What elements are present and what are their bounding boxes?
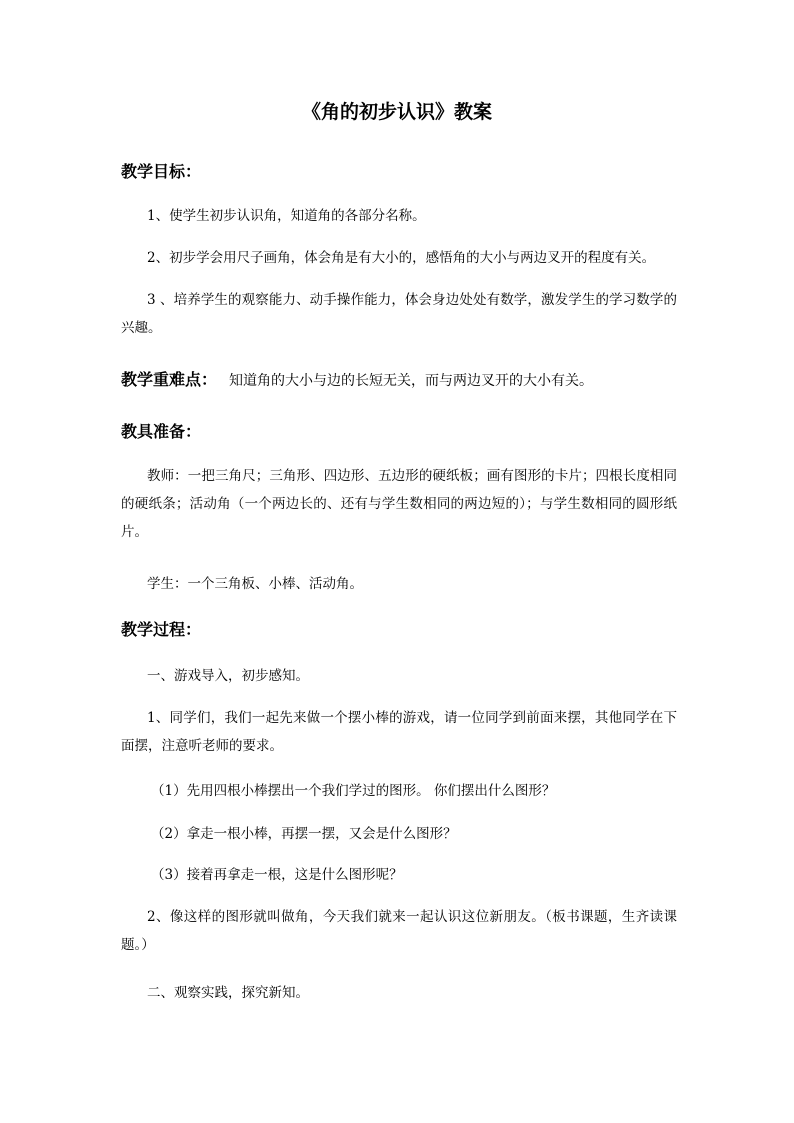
objectives-heading: 教学目标： <box>121 162 202 181</box>
materials-heading: 教具准备： <box>121 422 202 441</box>
process-question-1: （1）先用四根小棒摆出一个我们学过的图形。 你们摆出什么图形？ <box>151 783 556 799</box>
objective-item-2: 2、初步学会用尺子画角，体会角是有大小的，感悟角的大小与两边叉开的程度有关。 <box>147 250 656 266</box>
process-step-2: 二、观察实践，探究新知。 <box>147 985 309 1001</box>
process-question-2: （2）拿走一根小棒，再摆一摆，又会是什么图形？ <box>151 826 457 842</box>
objective-item-1: 1、使学生初步认识角，知道角的各部分名称。 <box>147 208 426 224</box>
process-step-1-1: 1、同学们，我们一起先来做一个摆小棒的游戏，请一位同学到前面来摆，其他同学在下面摆，注意听老师的要求。 <box>121 710 677 754</box>
materials-student: 学生：一个三角板、小棒、活动角。 <box>147 576 363 592</box>
key-points-text: 知道角的大小与边的长短无关，而与两边叉开的大小有关。 <box>229 373 594 389</box>
process-step-1: 一、游戏导入，初步感知。 <box>147 668 309 684</box>
key-points-heading <box>121 368 593 393</box>
process-step-1-2: 2、像这样的图形就叫做角，今天我们就来一起认识这位新朋友。（板书课题，生齐读课题。） <box>121 909 677 953</box>
key-points-label: 教学重难点： <box>121 370 218 389</box>
objective-item-3: 3 、培养学生的观察能力、动手操作能力，体会身边处处有数学，激发学生的学习数学的兴趣。 <box>121 292 677 336</box>
document-title: 《角的初步认识》教案 <box>301 101 492 123</box>
materials-teacher: 教师：一把三角尺；三角形、四边形、五边形的硬纸板；画有图形的卡片；四根长度相同的硬纸条；活动角（一个两边长的、还有与学生数相同的两边短的）；与学生数相同的圆形纸片。 <box>121 468 677 540</box>
process-question-3: （3）接着再拿走一根，这是什么图形呢？ <box>151 867 403 883</box>
process-heading: 教学过程： <box>121 620 202 639</box>
